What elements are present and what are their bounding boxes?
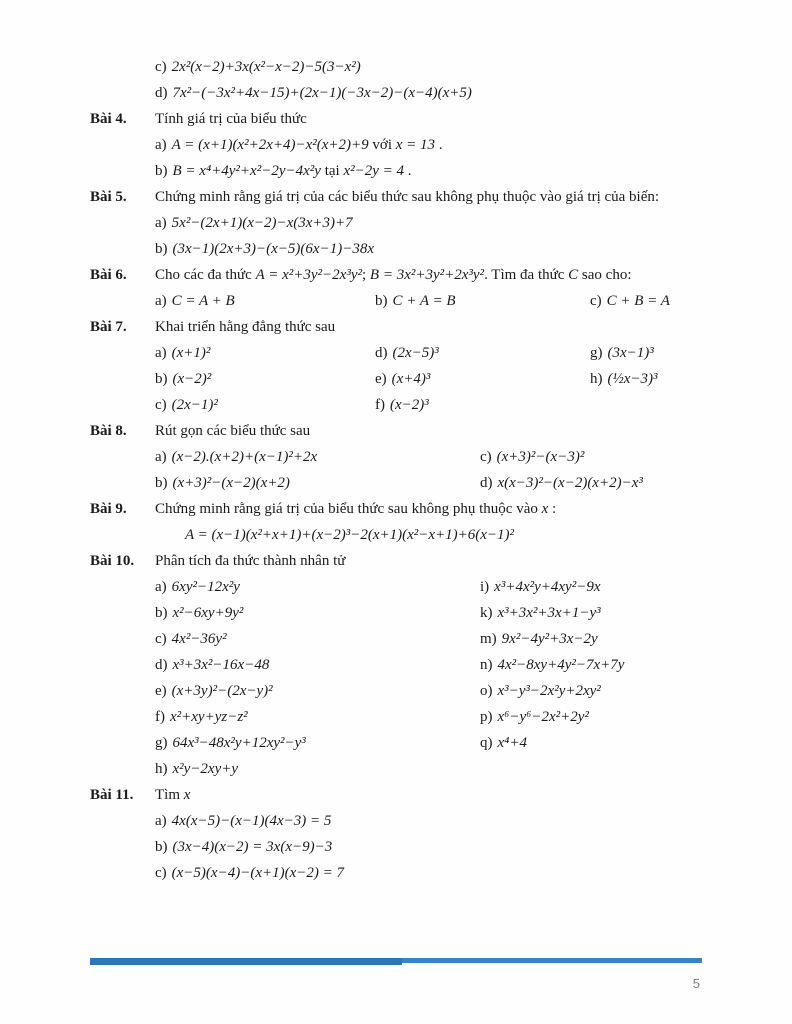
exercise-item — [155, 604, 480, 623]
item-label: i) — [480, 579, 490, 595]
exercise-item — [480, 448, 714, 467]
plain-text: . — [435, 137, 443, 153]
exercise-item — [155, 370, 375, 389]
math-expression: C = A + B — [171, 293, 235, 309]
exercise-item — [480, 630, 714, 649]
exercise-item — [375, 292, 590, 311]
math-expression: 64x³−48x²y+12xy²−y³ — [172, 735, 306, 751]
exercise-title — [155, 318, 714, 337]
math-expression: x — [541, 501, 549, 517]
exercise-row — [155, 656, 714, 675]
math-expression: C + A = B — [392, 293, 456, 309]
exercise-header — [90, 188, 714, 207]
exercise-item — [590, 344, 714, 363]
math-expression: x³−y³−2x²y+2xy² — [497, 683, 601, 699]
item-label: h) — [590, 371, 603, 387]
exercise-item — [480, 682, 714, 701]
exercise-item — [590, 292, 714, 311]
plain-text: Tìm — [155, 787, 184, 803]
exercise-item — [155, 630, 480, 649]
exercise-item — [155, 682, 480, 701]
exercise-row — [155, 864, 714, 883]
item-label: b) — [155, 839, 168, 855]
exercise-item — [155, 344, 375, 363]
exercise-row — [155, 448, 714, 467]
exercise-title — [155, 786, 714, 805]
exercise-item — [375, 370, 590, 389]
exercise-block — [90, 318, 714, 415]
exercise-item — [155, 162, 714, 181]
exercise-block — [90, 500, 714, 545]
exercise-title — [155, 500, 714, 519]
math-expression: 5x²−(2x+1)(x−2)−x(3x+3)+7 — [171, 215, 353, 231]
plain-text: : — [548, 501, 557, 517]
exercise-item — [375, 344, 590, 363]
item-label: f) — [375, 397, 385, 413]
exercise-item — [155, 578, 480, 597]
exercise-title — [155, 188, 714, 207]
exercise-item — [480, 474, 714, 493]
exercise-item — [155, 136, 714, 155]
exercise-block — [90, 188, 714, 259]
exercise-row — [155, 682, 714, 701]
item-label: m) — [480, 631, 497, 647]
exercise-row — [155, 162, 714, 181]
exercise-row — [155, 578, 714, 597]
item-label: e) — [375, 371, 387, 387]
item-label: d) — [375, 345, 388, 361]
math-expression: x⁴+4 — [497, 735, 527, 751]
item-label: a) — [155, 345, 167, 361]
math-expression: (x+3)²−(x−2)(x+2) — [172, 475, 290, 491]
math-expression: C + B = A — [606, 293, 670, 309]
exercise-row — [155, 370, 714, 389]
exercise-id: Bài 7. — [90, 319, 127, 335]
exercise-item — [155, 448, 480, 467]
math-expression: 6xy²−12x²y — [171, 579, 240, 595]
math-expression: A = (x−1)(x²+x+1)+(x−2)³−2(x+1)(x²−x+1)+6(x−1)² — [185, 527, 515, 543]
math-expression: (3x−4)(x−2) = 3x(x−9)−3 — [172, 839, 333, 855]
math-expression: (x+3)²−(x−3)² — [496, 449, 585, 465]
exercise-item — [480, 734, 714, 753]
math-expression: 4x(x−5)−(x−1)(4x−3) = 5 — [171, 813, 332, 829]
exercise-id: Bài 4. — [90, 111, 127, 127]
plain-text: với — [368, 137, 396, 153]
exercise-block — [90, 422, 714, 493]
item-label: b) — [375, 293, 388, 309]
exercise-title — [155, 552, 714, 571]
exercise-block — [90, 266, 714, 311]
math-expression: x³+3x²−16x−48 — [172, 657, 270, 673]
math-expression: (x+4)³ — [391, 371, 431, 387]
math-expression: 4x²−8xy+4y²−7x+7y — [497, 657, 625, 673]
item-label: h) — [155, 761, 168, 777]
exercise-row — [155, 240, 714, 259]
plain-text: Tính giá trị của biểu thức — [155, 111, 307, 127]
exercise-item — [155, 838, 714, 857]
math-expression: 2x²(x−2)+3x(x²−x−2)−5(3−x²) — [171, 59, 361, 75]
item-label: c) — [155, 865, 167, 881]
math-expression: A = (x+1)(x²+2x+4)−x²(x+2)+9 — [171, 137, 369, 153]
exercise-id: Bài 8. — [90, 423, 127, 439]
item-label: d) — [155, 657, 168, 673]
item-label: a) — [155, 813, 167, 829]
exercise-row — [155, 292, 714, 311]
item-label: n) — [480, 657, 493, 673]
exercise-item — [155, 864, 714, 883]
math-expression: x²y−2xy+y — [172, 761, 239, 777]
exercise-row — [155, 396, 714, 415]
exercise-item — [155, 58, 714, 77]
math-expression: 4x²−36y² — [171, 631, 227, 647]
math-expression: 7x²−(−3x²+4x−15)+(2x−1)(−3x−2)−(x−4)(x+5) — [172, 85, 472, 101]
item-label: a) — [155, 579, 167, 595]
item-label: p) — [480, 709, 493, 725]
item-label: b) — [155, 371, 168, 387]
plain-text: Khai triển hằng đẳng thức sau — [155, 319, 336, 335]
item-label: c) — [480, 449, 492, 465]
exercise-item — [375, 396, 590, 415]
exercise-item — [155, 214, 714, 233]
exercise-id: Bài 10. — [90, 553, 135, 569]
item-label: a) — [155, 293, 167, 309]
exercise-row — [155, 812, 714, 831]
math-expression: x = 13 — [395, 137, 436, 153]
math-expression: x³+3x²+3x+1−y³ — [497, 605, 601, 621]
exercise-row — [155, 708, 714, 727]
exercise-item — [155, 760, 480, 779]
exercise-id: Bài 5. — [90, 189, 127, 205]
footer-bar-right-segment — [402, 958, 702, 963]
exercise-row — [155, 474, 714, 493]
item-label: c) — [590, 293, 602, 309]
exercise-row — [155, 214, 714, 233]
exercise-item — [480, 708, 714, 727]
exercise-header — [90, 318, 714, 337]
footer-bar-left-segment — [90, 958, 402, 965]
math-expression: x⁶−y⁶−2x²+2y² — [497, 709, 589, 725]
exercise-row — [155, 58, 714, 77]
math-expression: A = x²+3y²−2x³y² — [255, 267, 362, 283]
plain-text: Cho các đa thức — [155, 267, 256, 283]
exercise-header — [90, 110, 714, 129]
item-label: b) — [155, 605, 168, 621]
math-expression: x²+xy+yz−z² — [170, 709, 248, 725]
exercise-item — [155, 240, 714, 259]
exercise-header — [90, 266, 714, 285]
item-label: c) — [155, 397, 167, 413]
math-expression: (2x−5)³ — [392, 345, 439, 361]
exercise-row — [155, 760, 714, 779]
exercise-row — [155, 604, 714, 623]
exercise-item — [155, 396, 375, 415]
item-label: d) — [155, 85, 168, 101]
exercise-row — [155, 344, 714, 363]
exercise-row — [155, 630, 714, 649]
math-expression: C — [568, 267, 579, 283]
math-expression: (½x−3)³ — [607, 371, 658, 387]
math-expression: x(x−3)²−(x−2)(x+2)−x³ — [497, 475, 643, 491]
item-label: g) — [590, 345, 603, 361]
exercise-item — [155, 474, 480, 493]
math-expression: (x−5)(x−4)−(x+1)(x−2) = 7 — [171, 865, 344, 881]
exercise-header — [90, 552, 714, 571]
plain-text: ; — [361, 267, 370, 283]
exercise-row — [155, 838, 714, 857]
item-label: b) — [155, 475, 168, 491]
exercise-item — [155, 812, 714, 831]
exercise-block — [90, 110, 714, 181]
plain-text: Chứng minh rằng giá trị của các biểu thức sau không phụ thuộc vào giá trị của biến: — [155, 189, 660, 205]
exercise-item — [480, 578, 714, 597]
item-label: d) — [480, 475, 493, 491]
exercise-item — [155, 84, 714, 103]
math-expression: (x−2)² — [172, 371, 212, 387]
math-expression: B = 3x²+3y²+2x³y² — [369, 267, 485, 283]
exercise-block — [90, 786, 714, 883]
exercise-item — [155, 734, 480, 753]
item-label: g) — [155, 735, 168, 751]
exercise-item — [155, 292, 375, 311]
math-expression: 9x²−4y²+3x−2y — [501, 631, 598, 647]
math-expression: (x+1)² — [171, 345, 211, 361]
item-label: c) — [155, 59, 167, 75]
exercise-item — [480, 656, 714, 675]
exercise-row — [155, 136, 714, 155]
math-expression: (x−2).(x+2)+(x−1)²+2x — [171, 449, 318, 465]
plain-text: Rút gọn các biểu thức sau — [155, 423, 311, 439]
exercise-row — [155, 734, 714, 753]
exercise-title — [155, 266, 714, 285]
page-number: 5 — [692, 976, 700, 991]
math-expression: (3x−1)(2x+3)−(x−5)(6x−1)−38x — [172, 241, 374, 257]
exercise-header — [90, 500, 714, 519]
math-expression: x³+4x²y+4xy²−9x — [494, 579, 601, 595]
exercise-row — [155, 84, 714, 103]
item-label: o) — [480, 683, 493, 699]
exercise-row — [155, 526, 714, 545]
exercise-header — [90, 422, 714, 441]
exercise-id: Bài 9. — [90, 501, 127, 517]
math-expression: x — [183, 787, 191, 803]
math-expression: (x−2)³ — [390, 397, 429, 413]
exercise-item — [155, 656, 480, 675]
plain-text: . — [404, 163, 412, 179]
math-expression: (3x−1)³ — [607, 345, 654, 361]
item-label: b) — [155, 241, 168, 257]
math-expression: (x+3y)²−(2x−y)² — [171, 683, 273, 699]
exercise-block — [90, 552, 714, 779]
item-label: a) — [155, 137, 167, 153]
exercise-item — [185, 526, 714, 545]
exercise-id: Bài 11. — [90, 787, 134, 803]
exercise-title — [155, 110, 714, 129]
item-label: a) — [155, 449, 167, 465]
math-expression: (2x−1)² — [171, 397, 218, 413]
exercise-block — [90, 58, 714, 103]
math-expression: B = x⁴+4y²+x²−2y−4x²y — [172, 163, 321, 179]
item-label: f) — [155, 709, 165, 725]
item-label: e) — [155, 683, 167, 699]
footer-divider — [90, 958, 702, 965]
item-label: a) — [155, 215, 167, 231]
plain-text: sao cho: — [578, 267, 632, 283]
exercise-item — [480, 604, 714, 623]
plain-text: tại — [320, 163, 344, 179]
item-label: k) — [480, 605, 493, 621]
exercise-header — [90, 786, 714, 805]
item-label: b) — [155, 163, 168, 179]
exercise-id: Bài 6. — [90, 267, 127, 283]
exercise-title — [155, 422, 714, 441]
item-label: c) — [155, 631, 167, 647]
exercise-list — [90, 58, 714, 890]
item-label: q) — [480, 735, 493, 751]
exercise-item — [155, 708, 480, 727]
plain-text: Chứng minh rằng giá trị của biểu thức sau không phụ thuộc vào — [155, 501, 542, 517]
exercise-item — [590, 370, 714, 389]
math-expression: x²−6xy+9y² — [172, 605, 244, 621]
plain-text: . Tìm đa thức — [484, 267, 569, 283]
plain-text: Phân tích đa thức thành nhân tử — [155, 553, 346, 569]
math-expression: x²−2y = 4 — [343, 163, 404, 179]
